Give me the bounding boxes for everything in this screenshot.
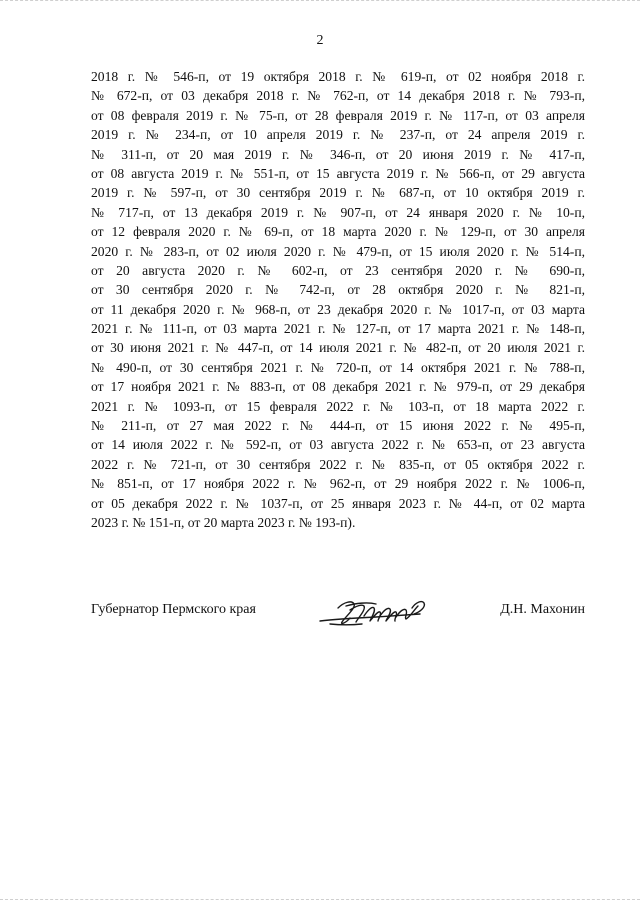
body-line: от 20 августа 2020 г. № 602-п, от 23 сентября 2020 г. № 690-п, <box>91 262 585 278</box>
body-line: 2018 г. № 546-п, от 19 октября 2018 г. № 619-п, от 02 ноября 2018 г. <box>91 69 585 84</box>
body-line: от 30 сентября 2020 г. № 742-п, от 28 октября 2020 г. № 821-п, <box>91 282 585 298</box>
handwritten-signature <box>316 594 431 632</box>
body-line: от 30 июня 2021 г. № 447-п, от 14 июля 2021 г. № 482-п, от 20 июля 2021 г. <box>91 340 585 356</box>
body-line: от 08 августа 2019 г. № 551-п, от 15 августа 2019 г. № 566-п, от 29 августа <box>91 165 585 181</box>
page-top-edge <box>0 0 640 3</box>
body-line: 2019 г. № 597-п, от 30 сентября 2019 г. № 687-п, от 10 октября 2019 г. <box>91 185 585 201</box>
body-line: № 851-п, от 17 ноября 2022 г. № 962-п, от 29 ноября 2022 г. № 1006-п, <box>91 476 585 492</box>
body-line: № 672-п, от 03 декабря 2018 г. № 762-п, от 14 декабря 2018 г. № 793-п, <box>91 88 585 104</box>
signature-block <box>91 594 585 634</box>
signer-title: Губернатор Пермского края <box>91 602 256 617</box>
body-line: от 08 февраля 2019 г. № 75-п, от 28 февраля 2019 г. № 117-п, от 03 апреля <box>91 107 585 123</box>
body-line: 2021 г. № 1093-п, от 15 февраля 2022 г. № 103-п, от 18 марта 2022 г. <box>91 398 585 414</box>
body-line: 2022 г. № 721-п, от 30 сентября 2022 г. № 835-п, от 05 октября 2022 г. <box>91 456 585 472</box>
signer-name: Д.Н. Махонин <box>500 602 585 617</box>
body-line: № 490-п, от 30 сентября 2021 г. № 720-п, от 14 октября 2021 г. № 788-п, <box>91 359 585 375</box>
body-line: № 311-п, от 20 мая 2019 г. № 346-п, от 20 июня 2019 г. № 417-п, <box>91 146 585 162</box>
body-line: 2021 г. № 111-п, от 03 марта 2021 г. № 127-п, от 17 марта 2021 г. № 148-п, <box>91 321 585 337</box>
body-line: от 17 ноября 2021 г. № 883-п, от 08 декабря 2021 г. № 979-п, от 29 декабря <box>91 379 585 395</box>
body-line-last: 2023 г. № 151-п, от 20 марта 2023 г. № 193-п). <box>91 514 356 530</box>
body-line: от 05 декабря 2022 г. № 1037-п, от 25 января 2023 г. № 44-п, от 02 марта <box>91 495 585 511</box>
body-line: от 11 декабря 2020 г. № 968-п, от 23 декабря 2020 г. № 1017-п, от 03 марта <box>91 301 585 317</box>
body-line: № 717-п, от 13 декабря 2019 г. № 907-п, от 24 января 2020 г. № 10-п, <box>91 204 585 220</box>
body-line: от 12 февраля 2020 г. № 69-п, от 18 марта 2020 г. № 129-п, от 30 апреля <box>91 224 585 240</box>
body-line: 2019 г. № 234-п, от 10 апреля 2019 г. № 237-п, от 24 апреля 2019 г. <box>91 127 585 143</box>
body-line: 2020 г. № 283-п, от 02 июля 2020 г. № 479-п, от 15 июля 2020 г. № 514-п, <box>91 243 585 259</box>
page-bottom-edge <box>0 899 640 902</box>
page-number: 2 <box>316 33 324 48</box>
body-line: № 211-п, от 27 мая 2022 г. № 444-п, от 15 июня 2022 г. № 495-п, <box>91 418 585 434</box>
document-body <box>91 67 585 532</box>
body-line: от 14 июля 2022 г. № 592-п, от 03 августа 2022 г. № 653-п, от 23 августа <box>91 437 585 453</box>
